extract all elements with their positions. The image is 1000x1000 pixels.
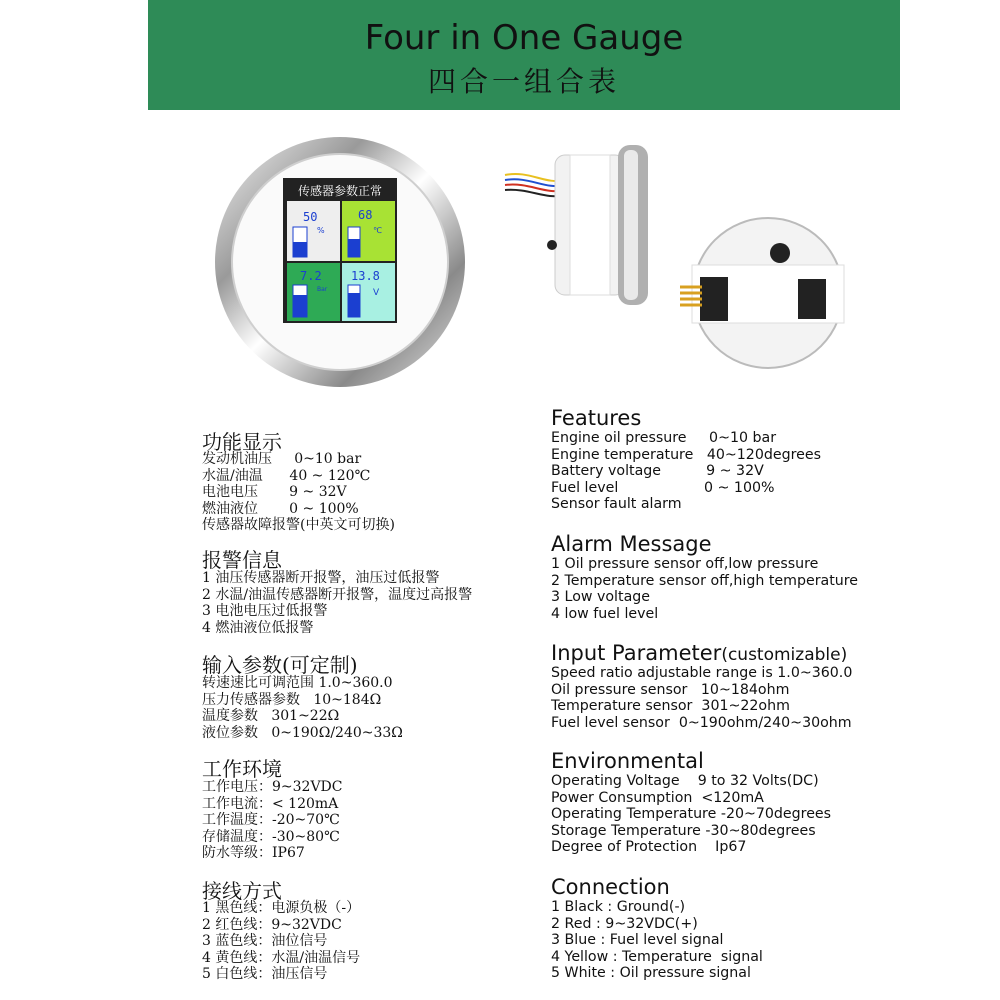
list-item: 燃油液位 0 ~ 100%: [202, 500, 359, 517]
list-item: 2 Red : 9~32VDC(+): [551, 915, 698, 932]
list-item: 存储温度：-30~80℃: [202, 828, 340, 845]
list-item: Speed ratio adjustable range is 1.0~360.0: [551, 665, 853, 681]
temp-unit: ℃: [373, 226, 382, 235]
list-item: Degree of Protection Ip67: [551, 839, 747, 856]
list-item: 防水等级：IP67: [202, 845, 305, 862]
list-item: Fuel level 0 ~ 100%: [551, 479, 775, 496]
en-connection-list: [551, 899, 763, 982]
pressure-unit: Bar: [317, 286, 328, 293]
list-item: 1 Black : Ground(-): [551, 899, 686, 915]
pressure-value: 7.2: [300, 269, 322, 283]
cn-wiring-title: 接线方式: [202, 879, 282, 903]
list-item: 4 Yellow : Temperature signal: [551, 948, 763, 965]
en-input-title-main: Input Parameter: [551, 641, 722, 665]
list-item: Engine temperature 40~120degrees: [551, 446, 821, 463]
cn-functions-title: 功能显示: [202, 430, 282, 454]
banner-subtitle: 四合一组合表: [427, 65, 620, 98]
list-item: 压力传感器参数 10~184Ω: [202, 691, 382, 708]
cn-input-list: [202, 675, 403, 741]
list-item: Power Consumption <120mA: [551, 789, 764, 806]
list-item: Fuel level sensor 0~190ohm/240~30ohm: [551, 714, 852, 731]
gauge-header-text: 传感器参数正常: [297, 184, 383, 198]
en-features-title: Features: [551, 406, 642, 430]
list-item: 1 油压传感器断开报警，油压过低报警: [202, 570, 440, 586]
list-item: 水温/油温 40 ~ 120℃: [202, 467, 371, 484]
list-item: 4 黄色线：水温/油温信号: [202, 949, 361, 966]
cn-env-list: [202, 779, 343, 862]
list-item: 电池电压 9 ~ 32V: [202, 484, 347, 501]
list-item: 5 White : Oil pressure signal: [551, 965, 751, 982]
oil-value: 50: [303, 210, 318, 224]
banner-title: Four in One Gauge: [364, 18, 684, 58]
en-env-title: Environmental: [551, 749, 704, 773]
list-item: 4 low fuel level: [551, 605, 659, 622]
list-item: 4 燃油液位低报警: [202, 619, 314, 636]
cn-alarm-title: 报警信息: [202, 548, 282, 572]
list-item: 3 Blue : Fuel level signal: [551, 932, 724, 949]
en-env-list: [551, 773, 831, 856]
list-item: 工作电压：9~32VDC: [202, 779, 343, 795]
voltage-value: 13.8: [351, 269, 380, 283]
list-item: 工作电流：< 120mA: [202, 795, 339, 812]
cn-env-title: 工作环境: [202, 757, 282, 781]
list-item: Battery voltage 9 ~ 32V: [551, 463, 764, 480]
en-input-list: [551, 665, 852, 731]
en-connection-title: Connection: [551, 875, 670, 899]
list-item: 3 电池电压过低报警: [202, 603, 328, 620]
list-item: 转速速比可调范围 1.0~360.0: [202, 675, 393, 691]
list-item: Engine oil pressure 0~10 bar: [551, 430, 777, 446]
list-item: Operating Voltage 9 to 32 Volts(DC): [551, 773, 819, 789]
en-alarm-list: [551, 556, 858, 622]
gauge-front-image: [205, 135, 485, 395]
list-item: 液位参数 0~190Ω/240~33Ω: [202, 724, 403, 741]
gauge-back-image: [680, 205, 860, 385]
list-item: Operating Temperature -20~70degrees: [551, 806, 832, 823]
en-features-list: [551, 430, 821, 513]
list-item: Oil pressure sensor 10~184ohm: [551, 681, 790, 698]
list-item: 3 Low voltage: [551, 589, 650, 606]
list-item: 3 蓝色线：油位信号: [202, 933, 328, 950]
list-item: 发动机油压 0~10 bar: [202, 451, 362, 467]
cn-alarm-list: [202, 570, 472, 636]
list-item: 温度参数 301~22Ω: [202, 708, 340, 725]
title-banner: [148, 0, 900, 110]
en-alarm-title: Alarm Message: [551, 532, 712, 556]
en-input-title: [551, 641, 847, 667]
list-item: 5 白色线：油压信号: [202, 966, 328, 983]
list-item: 传感器故障报警(中英文可切换): [202, 517, 395, 534]
temp-value: 68: [358, 208, 373, 222]
gauge-side-image: [500, 140, 680, 310]
list-item: Temperature sensor 301~22ohm: [551, 698, 790, 715]
list-item: 2 红色线：9~32VDC: [202, 916, 342, 933]
list-item: 2 水温/油温传感器断开报警，温度过高报警: [202, 586, 473, 603]
list-item: 工作温度：-20~70℃: [202, 812, 340, 829]
en-input-title-suffix: (customizable): [721, 645, 848, 665]
cn-wiring-list: [202, 900, 360, 983]
voltage-unit: V: [373, 288, 380, 298]
cn-input-title: 输入参数(可定制): [202, 653, 358, 677]
oil-unit: %: [317, 226, 325, 235]
list-item: 1 黑色线：电源负极（-）: [202, 900, 361, 916]
cn-functions-list: [202, 451, 395, 534]
list-item: Storage Temperature -30~80degrees: [551, 822, 816, 839]
list-item: 1 Oil pressure sensor off,low pressure: [551, 556, 819, 572]
list-item: Sensor fault alarm: [551, 496, 682, 513]
list-item: 2 Temperature sensor off,high temperature: [551, 572, 859, 589]
